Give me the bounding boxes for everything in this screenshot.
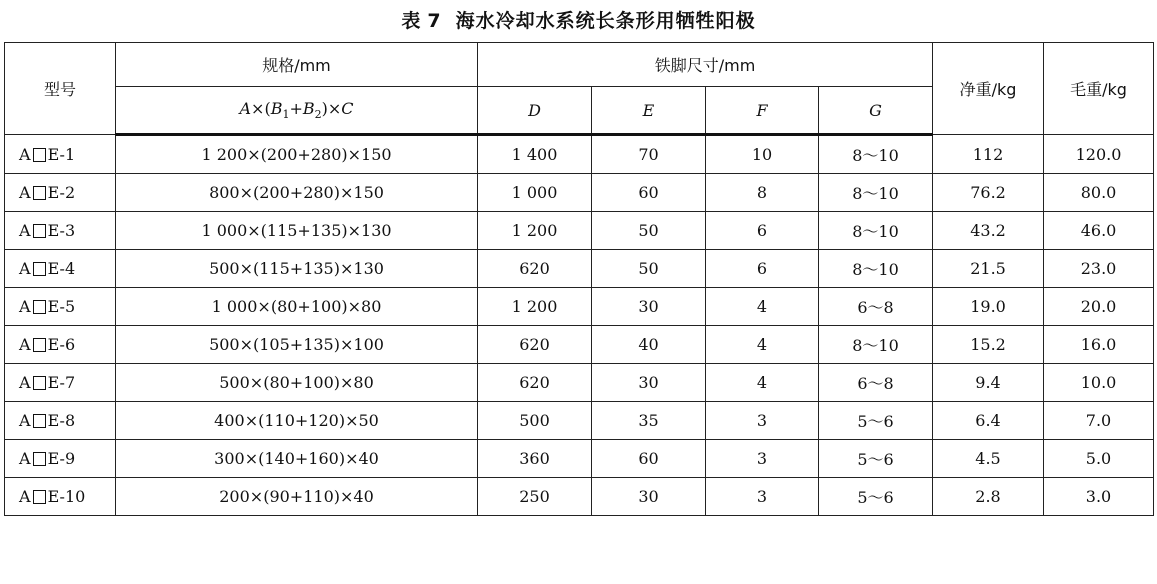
cell-net-weight: 15.2 bbox=[933, 326, 1044, 364]
cell-foot-e: 30 bbox=[592, 288, 706, 326]
model-suffix: E-4 bbox=[47, 259, 76, 278]
cell-gross-weight: 3.0 bbox=[1044, 478, 1154, 516]
cell-foot-e: 30 bbox=[592, 478, 706, 516]
cell-foot-d: 500 bbox=[478, 402, 592, 440]
cell-foot-d: 1 200 bbox=[478, 288, 592, 326]
cell-foot-d: 1 000 bbox=[478, 174, 592, 212]
model-prefix: A bbox=[19, 144, 31, 164]
header-foot-f: F bbox=[706, 87, 819, 135]
cell-foot-f: 3 bbox=[706, 440, 819, 478]
caption-title: 海水冷却水系统长条形用牺牲阳极 bbox=[455, 10, 756, 32]
cell-spec: 500×(105+135)×100 bbox=[116, 326, 478, 364]
cell-foot-e: 30 bbox=[592, 364, 706, 402]
model-suffix: E-5 bbox=[47, 297, 76, 316]
cell-foot-g: 8～10 bbox=[819, 250, 933, 288]
model-prefix: A bbox=[19, 411, 31, 430]
table-row bbox=[5, 402, 1154, 440]
cell-foot-f: 6 bbox=[706, 212, 819, 250]
cell-foot-e: 50 bbox=[592, 212, 706, 250]
cell-model bbox=[5, 288, 116, 326]
table-row bbox=[5, 326, 1154, 364]
model-prefix: A bbox=[19, 259, 31, 278]
placeholder-box-icon bbox=[33, 376, 46, 390]
header-foot-g: G bbox=[819, 87, 933, 135]
header-row-1 bbox=[5, 43, 1154, 87]
cell-net-weight: 21.5 bbox=[933, 250, 1044, 288]
cell-net-weight: 19.0 bbox=[933, 288, 1044, 326]
cell-model bbox=[5, 174, 116, 212]
model-prefix: A bbox=[19, 373, 31, 392]
cell-net-weight: 6.4 bbox=[933, 402, 1044, 440]
header-net-weight: 净重/kg bbox=[933, 43, 1044, 135]
cell-foot-e: 40 bbox=[592, 326, 706, 364]
cell-model bbox=[5, 440, 116, 478]
cell-model bbox=[5, 326, 116, 364]
cell-net-weight: 4.5 bbox=[933, 440, 1044, 478]
cell-foot-g: 8～10 bbox=[819, 326, 933, 364]
cell-foot-e: 60 bbox=[592, 174, 706, 212]
table-row bbox=[5, 135, 1154, 174]
cell-foot-e: 50 bbox=[592, 250, 706, 288]
cell-foot-g: 8～10 bbox=[819, 174, 933, 212]
cell-gross-weight: 23.0 bbox=[1044, 250, 1154, 288]
cell-foot-d: 360 bbox=[478, 440, 592, 478]
cell-foot-g: 6～8 bbox=[819, 288, 933, 326]
placeholder-box-icon bbox=[33, 148, 46, 162]
placeholder-box-icon bbox=[33, 452, 46, 466]
placeholder-box-icon bbox=[33, 490, 46, 504]
table-row bbox=[5, 174, 1154, 212]
cell-spec: 1 200×(200+280)×150 bbox=[116, 135, 478, 174]
cell-foot-g: 6～8 bbox=[819, 364, 933, 402]
cell-foot-f: 4 bbox=[706, 326, 819, 364]
cell-net-weight: 76.2 bbox=[933, 174, 1044, 212]
cell-foot-g: 5～6 bbox=[819, 478, 933, 516]
cell-gross-weight: 80.0 bbox=[1044, 174, 1154, 212]
cell-foot-g: 5～6 bbox=[819, 402, 933, 440]
cell-net-weight: 43.2 bbox=[933, 212, 1044, 250]
cell-foot-g: 5～6 bbox=[819, 440, 933, 478]
cell-foot-f: 6 bbox=[706, 250, 819, 288]
cell-spec: 800×(200+280)×150 bbox=[116, 174, 478, 212]
header-foot: 铁脚尺寸/mm bbox=[478, 43, 933, 87]
placeholder-box-icon bbox=[33, 338, 46, 352]
model-suffix: E-9 bbox=[47, 449, 76, 468]
cell-net-weight: 9.4 bbox=[933, 364, 1044, 402]
cell-foot-e: 60 bbox=[592, 440, 706, 478]
header-spec: 规格/mm bbox=[116, 43, 478, 87]
model-prefix: A bbox=[19, 183, 31, 202]
model-suffix: E-10 bbox=[47, 487, 86, 506]
placeholder-box-icon bbox=[33, 300, 46, 314]
table-row bbox=[5, 250, 1154, 288]
header-foot-e: E bbox=[592, 87, 706, 135]
cell-net-weight: 112 bbox=[933, 135, 1044, 174]
cell-spec: 500×(115+135)×130 bbox=[116, 250, 478, 288]
cell-foot-d: 620 bbox=[478, 326, 592, 364]
cell-model bbox=[5, 135, 116, 174]
table-caption bbox=[0, 6, 1157, 36]
cell-net-weight: 2.8 bbox=[933, 478, 1044, 516]
cell-model bbox=[5, 402, 116, 440]
anode-spec-table bbox=[4, 42, 1154, 516]
cell-spec: 1 000×(115+135)×130 bbox=[116, 212, 478, 250]
table-row bbox=[5, 440, 1154, 478]
table-row bbox=[5, 364, 1154, 402]
cell-gross-weight: 10.0 bbox=[1044, 364, 1154, 402]
cell-foot-g: 8～10 bbox=[819, 212, 933, 250]
cell-foot-e: 35 bbox=[592, 402, 706, 440]
caption-label: 表 bbox=[401, 10, 422, 32]
model-suffix: E-3 bbox=[47, 221, 76, 240]
cell-foot-f: 4 bbox=[706, 288, 819, 326]
cell-foot-d: 1 400 bbox=[478, 135, 592, 174]
cell-gross-weight: 5.0 bbox=[1044, 440, 1154, 478]
cell-spec: 300×(140+160)×40 bbox=[116, 440, 478, 478]
cell-gross-weight: 46.0 bbox=[1044, 212, 1154, 250]
cell-foot-f: 3 bbox=[706, 402, 819, 440]
header-spec-formula: $A\times(B_1+B_2)\times C$ bbox=[116, 87, 478, 135]
model-suffix: E-6 bbox=[47, 335, 76, 354]
cell-foot-d: 1 200 bbox=[478, 212, 592, 250]
cell-foot-e: 70 bbox=[592, 135, 706, 174]
model-prefix: A bbox=[19, 335, 31, 354]
table-row bbox=[5, 288, 1154, 326]
model-prefix: A bbox=[19, 221, 31, 240]
model-prefix: A bbox=[19, 449, 31, 468]
cell-foot-f: 8 bbox=[706, 174, 819, 212]
cell-model bbox=[5, 364, 116, 402]
cell-foot-d: 620 bbox=[478, 250, 592, 288]
cell-model bbox=[5, 250, 116, 288]
cell-model bbox=[5, 478, 116, 516]
cell-foot-g: 8～10 bbox=[819, 135, 933, 174]
model-suffix: E-8 bbox=[47, 411, 76, 430]
cell-foot-d: 250 bbox=[478, 478, 592, 516]
cell-foot-f: 3 bbox=[706, 478, 819, 516]
cell-foot-f: 4 bbox=[706, 364, 819, 402]
placeholder-box-icon bbox=[33, 262, 46, 276]
table-row bbox=[5, 212, 1154, 250]
cell-spec: 200×(90+110)×40 bbox=[116, 478, 478, 516]
model-prefix: A bbox=[19, 297, 31, 316]
placeholder-box-icon bbox=[33, 224, 46, 238]
cell-spec: 1 000×(80+100)×80 bbox=[116, 288, 478, 326]
model-prefix: A bbox=[19, 487, 31, 506]
header-gross-weight: 毛重/kg bbox=[1044, 43, 1154, 135]
cell-foot-d: 620 bbox=[478, 364, 592, 402]
cell-model bbox=[5, 212, 116, 250]
caption-number: 7 bbox=[427, 10, 442, 32]
cell-gross-weight: 16.0 bbox=[1044, 326, 1154, 364]
cell-gross-weight: 20.0 bbox=[1044, 288, 1154, 326]
placeholder-box-icon bbox=[33, 186, 46, 200]
cell-spec: 400×(110+120)×50 bbox=[116, 402, 478, 440]
model-suffix: E-1 bbox=[47, 144, 76, 164]
header-model: 型号 bbox=[5, 43, 116, 135]
cell-gross-weight: 7.0 bbox=[1044, 402, 1154, 440]
model-suffix: E-2 bbox=[47, 183, 76, 202]
placeholder-box-icon bbox=[33, 414, 46, 428]
model-suffix: E-7 bbox=[47, 373, 76, 392]
cell-spec: 500×(80+100)×80 bbox=[116, 364, 478, 402]
cell-foot-f: 10 bbox=[706, 135, 819, 174]
cell-gross-weight: 120.0 bbox=[1044, 135, 1154, 174]
table-row bbox=[5, 478, 1154, 516]
table-body bbox=[5, 135, 1154, 516]
header-foot-d: D bbox=[478, 87, 592, 135]
